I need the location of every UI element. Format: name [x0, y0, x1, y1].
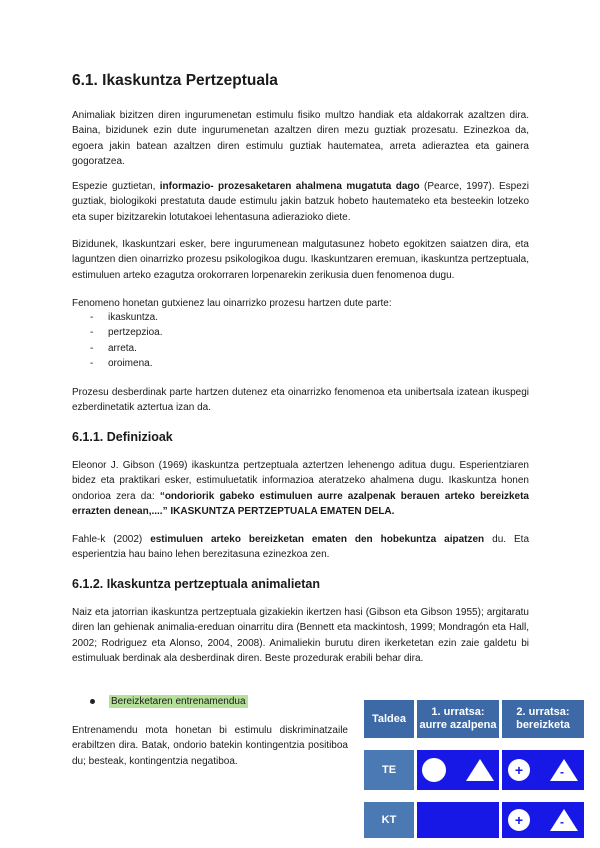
minus-triangle-icon: [550, 759, 578, 781]
process-list: [72, 310, 162, 372]
page-title: 6.1. Ikaskuntza Pertzeptuala: [72, 72, 278, 89]
bold-quote: “ondoriorik gabeko estimuluen aurre azalpenak berauen arteko bereizketa errazten denean,....” IKASKUNTZA PERTZEPTUALA EMATEN DELA.: [72, 490, 529, 518]
text-span: Fahle-k (2002): [72, 534, 151, 545]
table-header-step2: 2. urratsa: bereizketa: [502, 700, 584, 738]
circle-icon: [422, 758, 446, 782]
minus-sign: -: [560, 815, 564, 829]
list-item-text: arreta.: [108, 342, 137, 354]
text-span: du. Eta esperientzia hau baino lehen berezitasuna ezinezkoa zen.: [72, 534, 530, 561]
section-heading-definitions: 6.1.1. Definizioak: [72, 430, 173, 444]
list-item: - pertzepzioa.: [72, 325, 162, 340]
paragraph-processes: Prozesu desberdinak parte hartzen dutenez eta oinarrizko fenomenoa eta unibertsala izatean ikuspegi ezberdinetatik aztertua izan da.: [72, 387, 529, 414]
bold-text: estimuluen arteko bereizketan ematen den hobekuntza aipatzen: [150, 534, 485, 545]
triangle-icon: [466, 759, 494, 781]
table-cell-kt-step1: [417, 802, 499, 838]
bold-text: informazio- prozesaketaren ahalmena mugatuta dago: [159, 181, 420, 192]
table-cell-te-step2: [502, 750, 584, 790]
paragraph-intro: Animaliak bizitzen diren ingurumenetan estimulu fisiko multzo handiak eta aldakorrak azaltzen dira. Baina, bizidunek ezin dute ingurumenetan azaltzen diren mezu guztiak prozesatu. Ezinezkoa da, egoera jakin batean azaltzen diren estimulu guztiak hautematea, arreta adieraztea eta gainera gogoratzea.: [72, 110, 529, 168]
paragraph-species: [72, 179, 529, 225]
text-span: (Pearce, 1997). Espezi guztiak, biologikoki prestatuta daude estimulu jakin batzuk hobeto hautemateko eta besteekin lotzeko eta super bizitzarekin lotutakoei lehentasuna adierazioko diete.: [72, 181, 530, 223]
table-cell-kt-step2: [502, 802, 584, 838]
list-item: - oroimena.: [72, 356, 162, 371]
table-header-group: Taldea: [364, 700, 414, 738]
list-item-text: pertzepzioa.: [108, 327, 163, 339]
text-span: Eleonor J. Gibson (1969) ikaskuntza pertzeptuala aztertzen lehenengo aditua dugu. Esperientziaren bidez eta praktikari esker, estimuluetatik informazioa ateratzeko ahalmena dugu. Ikaskuntza honen ondorioa zera da:: [72, 460, 529, 502]
plus-circle-icon: +: [508, 759, 530, 781]
paragraph-phenomenon: Fenomeno honetan gutxienez lau oinarrizko prozesu hartzen dute parte:: [72, 298, 392, 309]
bullet-dot-icon: [90, 699, 95, 704]
text-span: Espezie guztietan,: [72, 181, 160, 192]
list-item: - arreta.: [72, 341, 162, 356]
list-item: - ikaskuntza.: [72, 310, 162, 325]
paragraph-fahle: [72, 532, 529, 563]
minus-sign: -: [560, 765, 564, 779]
table-row-label-kt: KT: [364, 802, 414, 838]
table-cell-te-step1: [417, 750, 499, 790]
highlighted-text: Bereizketaren entrenamendua: [111, 696, 246, 707]
paragraph-training: Entrenamendu mota honetan bi estimulu diskriminatzaile erabiltzen dira. Batak, ondorio batekin kontingentzia positiboa du; besteak, kontingentzia negatiboa.: [72, 725, 348, 767]
table-header-step1: 1. urratsa: aurre azalpena: [417, 700, 499, 738]
section-heading-animals: 6.1.2. Ikaskuntza pertzeptuala animalietan: [72, 577, 321, 591]
minus-triangle-icon: [550, 809, 578, 831]
list-item-text: ikaskuntza.: [108, 312, 159, 323]
plus-circle-icon: +: [508, 809, 530, 831]
list-item-text: oroimena.: [108, 358, 153, 370]
table-row-label-te: TE: [364, 750, 414, 790]
bullet-item: [90, 695, 248, 708]
paragraph-gibson: [72, 458, 529, 520]
paragraph-animals: Naiz eta jatorrian ikaskuntza pertzeptuala gizakiekin ikertzen hasi (Gibson eta Gibson 1955); argitaratu diren lan gehienak animalia-ereduan oinarritu dira (Bennett eta mackintosh, 1999; Mondragón eta Hall, 2002; Rodriguez eta Alonso, 2004, 2008). Animaliekin burutu diren ikerketetan ezin zaie galdetu bi estimuluak berdinak ala desberdinak diren. Beste prozedurak erabili behar dira.: [72, 607, 529, 665]
paragraph-living-beings: Bizidunek, Ikaskuntzari esker, bere ingurumenean malgutasunez hobeto egokitzen saiatzen dira, eta laguntzen dien oinarrizko prozesu psikologikoa dugu. Ikaskuntzaren eremuan, ikaskuntza pertzeptuala, estimuluen arteko ezagutza orokorraren lorpenarekin zerikusia duen fenomenoa dugu.: [72, 239, 529, 281]
experiment-table: [361, 697, 587, 841]
